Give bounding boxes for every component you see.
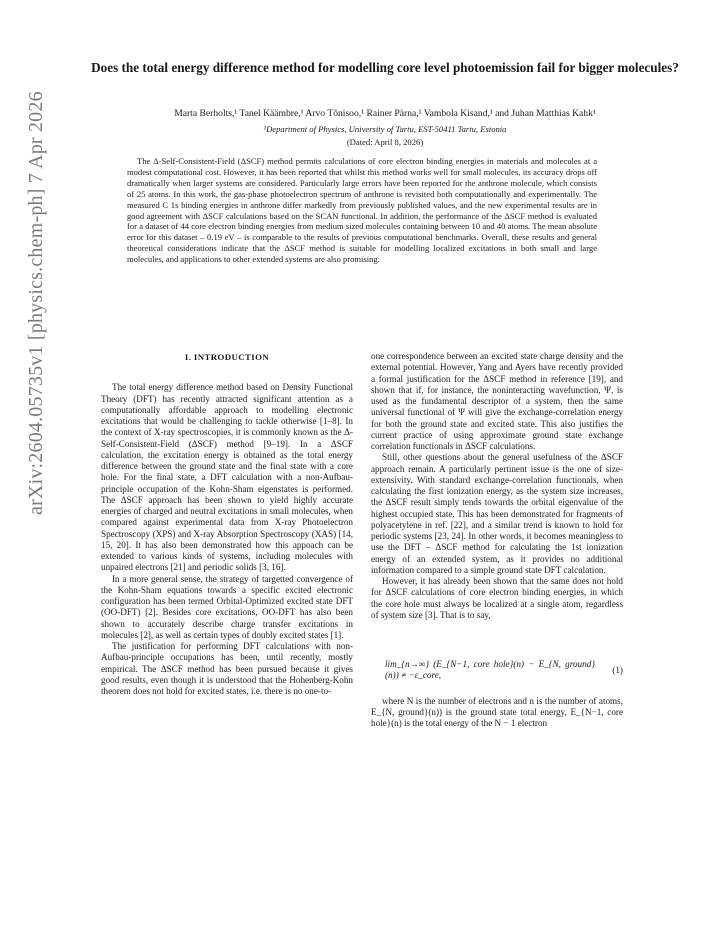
paragraph: The total energy difference method based on Density Functional Theory (DFT) has recently attracted significant attention as a computationally affordable approach to modelling electronic excitations that would be challenging to tackle otherwise [1–8]. In the context of X-ray spectroscopies, it is commonly known as the Δ-Self-Consistent-Field (ΔSCF) method [9–19]. In a ΔSCF calculation, the excitation energy is obtained as the total energy difference between the ground state and the final state with a core hole. For the final state, a DFT calculation with a non-Aufbau-principle occupation of the Kohn-Sham eigenstates is performed. The ΔSCF approach has been shown to yield highly accurate energies of charged and neutral excitations in small molecules, when compared against experimental data from X-ray Photoelectron Spectroscopy (XPS) and X-ray Absorption Spectroscopy (XAS) [14, 15, 20]. It has also been demonstrated how this appoach can be extended to various kinds of systems, including molecules with unpaired electrons [21] and periodic solids [3, 16]. — [101, 382, 353, 573]
section-heading-introduction: I. INTRODUCTION — [184, 352, 270, 362]
left-column — [101, 352, 353, 697]
equation-body: lim_{n→∞} (E_{N−1, core hole}(n) − E_{N, ground}(n)) ≠ −ε_core, — [385, 659, 595, 681]
affiliation: ¹Department of Physics, University of Tartu, EST-50411 Tartu, Estonia — [263, 124, 507, 134]
author-list: Marta Berholts,¹ Tanel Käämbre,¹ Arvo Tõnisoo,¹ Rainer Pärna,¹ Vambola Kisand,¹ and Juhan Matthias Kahk¹ — [174, 108, 596, 119]
right-column — [371, 351, 623, 729]
paragraph: one correspondence between an excited state charge density and the external potential. However, Yang and Ayers have recently provided a formal justification for the ΔSCF method in reference [19], and shown that if, for instance, the noninteracting wavefunction, Ψ, is used as the fundamental descriptor of a system, then the same universal functional of Ψ will give the exchange-correlation energy for both the ground state and excited state. This also justifies the current practice of using approximate ground state exchange correlation functionals in ΔSCF calculations. — [371, 351, 623, 451]
equation-number: (1) — [612, 664, 623, 675]
paragraph: The justification for performing DFT calculations with non-Aufbau-principle occupations has been, until recently, mostly empirical. The ΔSCF method has been pursued because it gives good results, even though it is understood that the Hohenberg-Kohn theorem does not hold for excited states, i.e. there is no one-to- — [101, 641, 353, 696]
paragraph: In a more general sense, the strategy of targetted convergence of the Kohn-Sham equations towards a specific excited electronic configuration has been termed Orbital-Optimized excited state DFT (OO-DFT) [2]. Besides core excitations, OO-DFT has also been shown to accurately describe charge transfer excitations in molecules [2], as well as certain types of doubly excited states [1]. — [101, 573, 353, 640]
paragraph: where N is the number of electrons and n is the number of atoms, E_{N, ground}(n)) is the ground state total energy, E_{N−1, core hole}(n) is the total energy of the N − 1 electron — [371, 695, 623, 728]
equation-1 — [371, 659, 623, 682]
abstract: The Δ-Self-Consistent-Field (ΔSCF) method permits calculations of core electron binding energies in materials and molecules at a modest computational cost. However, it has been reported that whilst this method works well for small molecules, its accuracy drops off dramatically when larger systems are considered. Particularly large errors have been reported for the anthrone molecule, which consists of 25 atoms. In this work, the gas-phase photoelectron spectrum of anthrone is revisited both computationally and experimentally. The measured C 1s binding energies in anthrone differ markedly from previously published values, and the new experimental results are in good agreement with ΔSCF calculations based on the SCAN functional. In addition, the performance of the ΔSCF method is evaluated for a dataset of 44 core electron binding energies from medium sized molecules containing between 10 and 40 atoms. The mean absolute error for this dataset – 0.19 eV – is comparable to the results of previous computational benchmarks. Overall, these results and general theoretical considerations indicate that the ΔSCF method is suitable for modelling localized excitations in both small and large molecules, and applications to other extended systems are also promising. — [127, 156, 597, 265]
paragraph: However, it has already been shown that the same does not hold for ΔSCF calculations of core electron binding energies, in which the core hole must always be localized at a single atom, regardless of system size [3]. That is to say, — [371, 576, 623, 620]
arxiv-sidebar-stamp: arXiv:2604.05735v1 [physics.chem-ph] 7 Apr 2026 — [25, 91, 47, 515]
paper-title: Does the total energy difference method for modelling core level photoemission fail for bigger molecules? — [91, 60, 679, 75]
paragraph: Still, other questions about the general usefulness of the ΔSCF approach remain. A particularly pertinent issue is the one of size-extensivity. With standard exchange-correlation functionals, when calculating the first ionization energy, as the system size increases, the ΔSCF result simply tends towards the orbital eigenvalue of the highest occupied state. This has been demonstrated for fragments of polyacetylene in ref. [22], and a similar trend is known to hold for periodic systems [23, 24]. In other words, it becomes meaningless to use the DFT – ΔSCF method for calculating the 1st ionization energy of an extended system, as it provides no additional information compared to a simple ground state DFT calculation. — [371, 452, 623, 575]
dated-line: (Dated: April 8, 2026) — [346, 137, 424, 147]
